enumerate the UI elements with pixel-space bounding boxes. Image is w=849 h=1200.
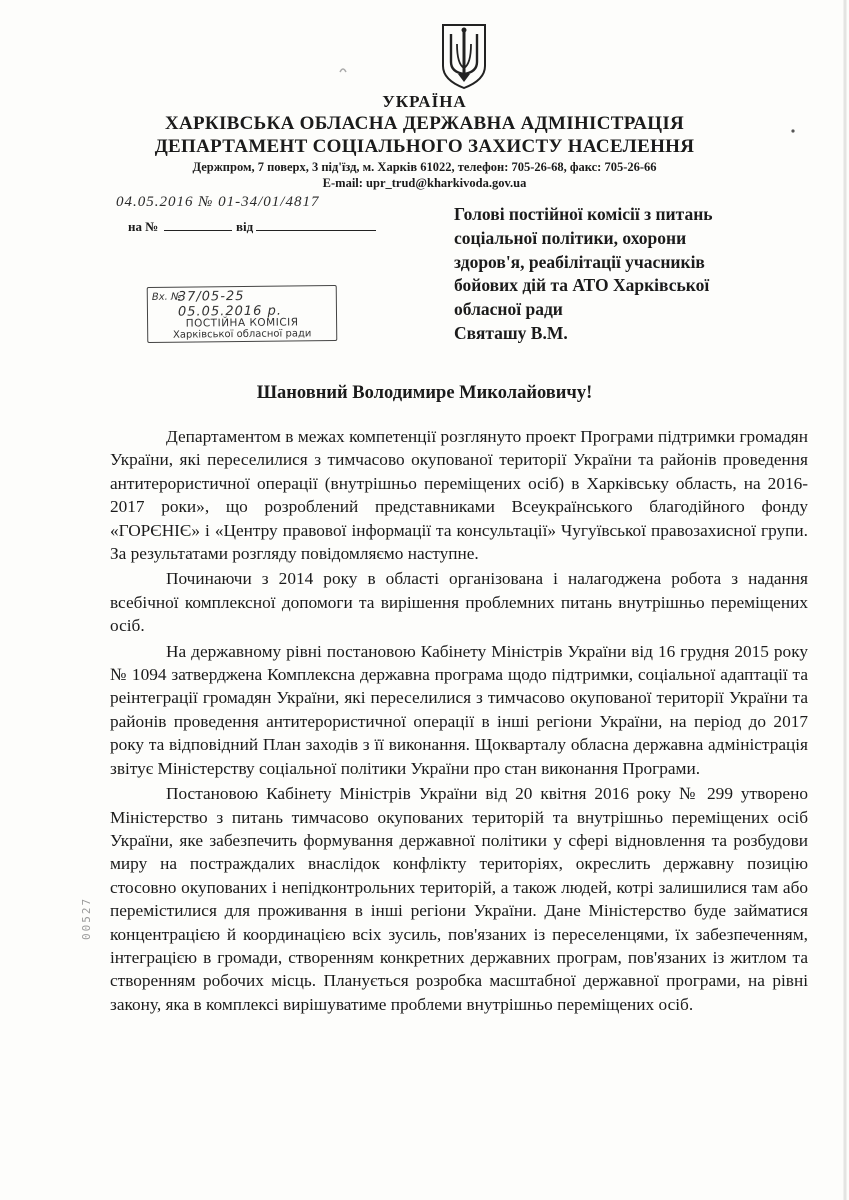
stamp-subtitle: Харківської обласної ради bbox=[172, 328, 312, 341]
incoming-stamp bbox=[147, 285, 338, 343]
reply-date-label: від bbox=[236, 219, 254, 234]
department-heading: ДЕПАРТАМЕНТ СОЦІАЛЬНОГО ЗАХИСТУ НАСЕЛЕННЯ bbox=[154, 136, 695, 157]
stamp-handwritten bbox=[178, 289, 282, 320]
reply-number-line bbox=[164, 230, 232, 231]
stamp-incoming-label: Вх. № bbox=[151, 291, 182, 303]
body-paragraph: Департаментом в межах компетенції розглянуто проект Програми підтримки громадян України, які переселилися з тимчасово окупованої території України та районів проведення антитерористичної операції (внутрішньо переміщених осіб) в Харківську область, на 2016-2017 роки», що розроблений представниками Всеукраїнського благодійного фонду «ГОРЄНІЄ» і «Центру правової інформації та консультації» Чугуївської правозахисної групи. За результатами розгляду повідомляємо наступне. bbox=[110, 427, 808, 564]
country-heading: УКРАЇНА bbox=[382, 92, 467, 111]
administration-heading: ХАРКІВСЬКА ОБЛАСНА ДЕРЖАВНА АДМІНІСТРАЦІЯ bbox=[164, 113, 685, 134]
stamp-title: ПОСТІЙНА КОМІСІЯ bbox=[185, 316, 299, 330]
stamp-number: 37/05-25 bbox=[177, 288, 245, 305]
letter-body bbox=[110, 425, 808, 1016]
reply-date-line bbox=[256, 230, 376, 231]
side-page-number: 00527 bbox=[80, 896, 93, 940]
stamp-date: 05.05.2016 р. bbox=[177, 303, 283, 320]
reply-number-label: на № bbox=[128, 219, 159, 234]
addressee-line: бойових дій та АТО Харківської bbox=[454, 275, 710, 296]
addressee-line: соціальної політики, охорони bbox=[454, 227, 687, 248]
salutation: Шановний Володимире Миколайовичу! bbox=[256, 383, 593, 403]
addressee-line: Голові постійної комісії з питань bbox=[454, 204, 713, 224]
body-paragraph: На державному рівні постановою Кабінету Міністрів України від 16 грудня 2015 року № 1094 затверджена Комплексна державна програма щодо підтримки, соціальної адаптації та реінтеграції громадян України, які переселилися з тимчасово окупованої території України та районів проведення антитерористичної операції в інші регіони України, на період до 2017 року та відповідний План заходів з її виконання. Щокварталу обласна державна адміністрація звітує Міністерству соціальної політики України про стан виконання Програми. bbox=[110, 641, 808, 778]
email-line: E-mail: upr_trud@kharkivoda.gov.ua bbox=[322, 176, 527, 190]
addressee-block bbox=[454, 203, 713, 346]
body-paragraph: Починаючи з 2014 року в області організована і налагоджена робота з надання всебічної комплексної допомоги та вирішення проблемних питань внутрішньо переміщених осіб. bbox=[110, 569, 808, 636]
addressee-line: обласної ради bbox=[454, 299, 563, 320]
outgoing-number-handwritten: 04.05.2016 № 01-34/01/4817 bbox=[116, 194, 320, 210]
ukraine-trident-emblem-icon bbox=[439, 22, 489, 90]
body-paragraph: Постановою Кабінету Міністрів України від 20 квітня 2016 року № 299 утворено Міністерство з питань тимчасово окупованих територій та внутрішньо переміщених осіб України, яке забезпечить формування державної політики у сфері відновлення та розбудови миру на постраждалих внаслідок конфлікту територіях, окреслить державну позицію стосовно окупованих і непідконтрольних територій, а також людей, котрі залишилися там або перемістилися для проживання в інші регіони України. Дане Міністерство буде займатися концентрацією й координацією всіх зусиль, пов'язаних із переселенцями, їх забезпеченням, інтеграцією в громади, створенням конкретних державних програм, пов'язаних із житлом та створенням робочих місць. Планується розробка масштабної державної програми, на рівні закону, яка в комплексі вирішуватиме проблеми внутрішньо переміщених осіб. bbox=[110, 784, 808, 1014]
address-line: Держпром, 7 поверх, 3 під'їзд, м. Харків 61022, телефон: 705-26-68, факс: 705-26-66 bbox=[192, 160, 657, 174]
addressee-line: здоров'я, реабілітації учасників bbox=[454, 251, 705, 272]
addressee-line: Святашу В.М. bbox=[454, 322, 568, 343]
